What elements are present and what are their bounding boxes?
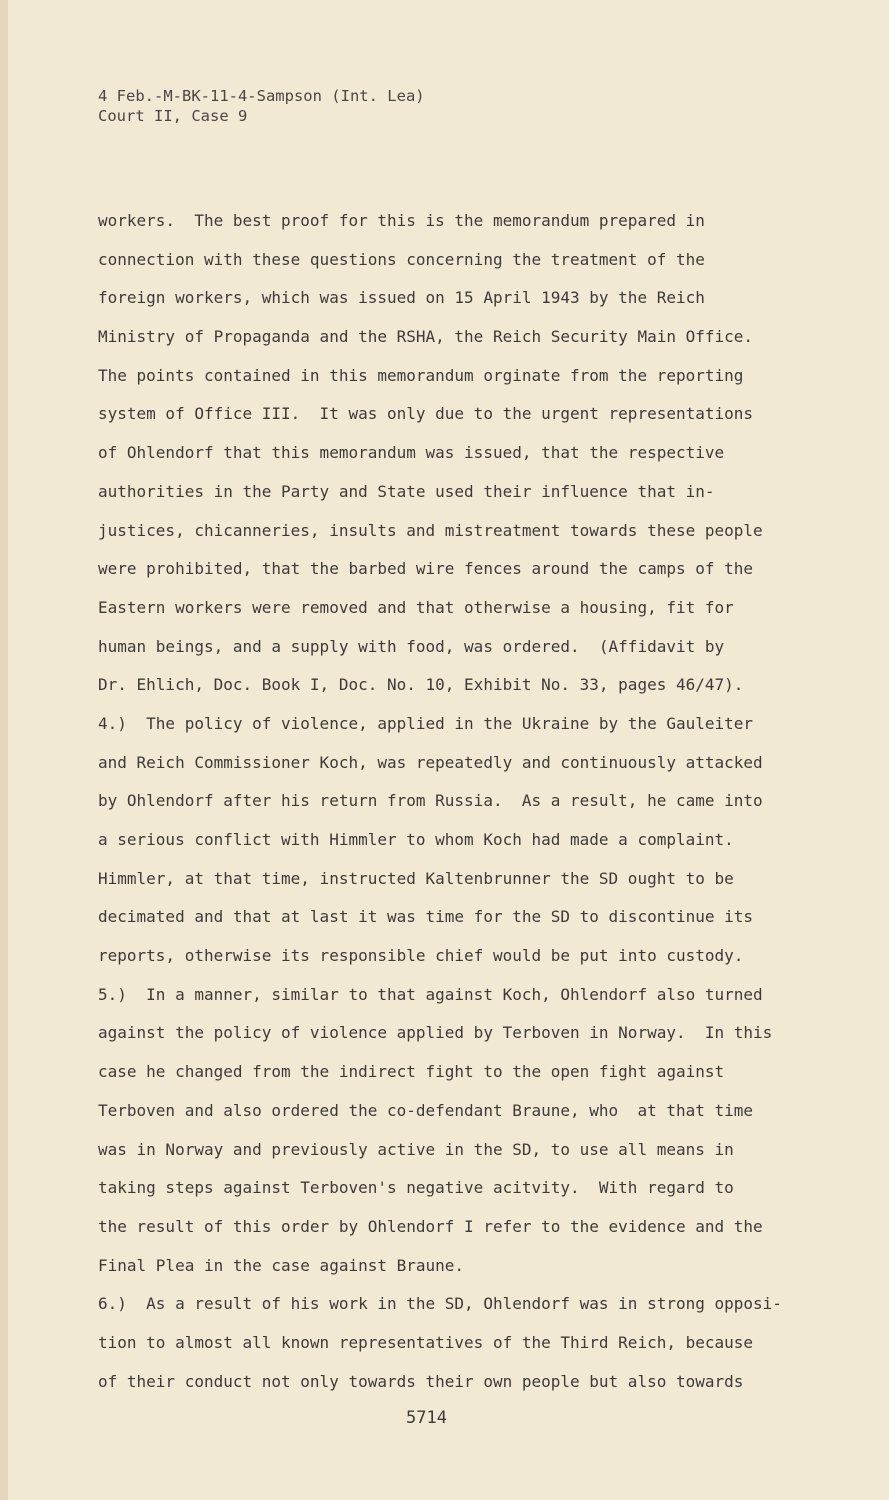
text-line: human beings, and a supply with food, was ordered. (Affidavit by	[98, 636, 725, 656]
text-line: Dr. Ehlich, Doc. Book I, Doc. No. 10, Exhibit No. 33, pages 46/47).	[98, 675, 744, 695]
text-line: connection with these questions concerning the treatment of the	[98, 249, 705, 269]
text-line: authorities in the Party and State used their influence that in-	[98, 481, 715, 501]
text-line: and Reich Commissioner Koch, was repeatedly and continuously attacked	[98, 752, 763, 772]
text-line: were prohibited, that the barbed wire fences around the camps of the	[98, 559, 754, 579]
text-line: decimated and that at last it was time for the SD to discontinue its	[98, 907, 754, 927]
text-line: justices, chicanneries, insults and mistreatment towards these people	[98, 520, 763, 540]
page-number: 5714	[406, 1408, 447, 1428]
header-line-2: Court II, Case 9	[98, 107, 248, 125]
text-line: Himmler, at that time, instructed Kaltenbrunner the SD ought to be	[98, 868, 734, 888]
text-line: of Ohlendorf that this memorandum was issued, that the respective	[98, 443, 725, 463]
text-line: 6.) As a result of his work in the SD, Ohlendorf was in strong opposi-	[98, 1294, 782, 1314]
text-line: Ministry of Propaganda and the RSHA, the Reich Security Main Office.	[98, 327, 754, 347]
text-line: workers. The best proof for this is the memorandum prepared in	[98, 211, 705, 230]
text-line: reports, otherwise its responsible chief would be put into custody.	[98, 946, 744, 966]
text-line: The points contained in this memorandum orginate from the reporting	[98, 365, 744, 385]
text-line: case he changed from the indirect fight to the open fight against	[98, 1062, 725, 1082]
body-text	[98, 202, 798, 1401]
header-line-1: 4 Feb.-M-BK-11-4-Sampson (Int. Lea)	[98, 87, 425, 105]
text-line: a serious conflict with Himmler to whom Koch had made a complaint.	[98, 830, 734, 849]
text-line: taking steps against Terboven's negative acitvity. With regard to	[98, 1178, 734, 1198]
text-line: by Ohlendorf after his return from Russia. As a result, he came into	[98, 791, 763, 811]
text-line: 5.) In a manner, similar to that against Koch, Ohlendorf also turned	[98, 984, 763, 1004]
text-line: was in Norway and previously active in the SD, to use all means in	[98, 1139, 734, 1159]
text-line: system of Office III. It was only due to the urgent representations	[98, 404, 754, 424]
text-line: tion to almost all known representatives of the Third Reich, because	[98, 1332, 754, 1352]
text-line: of their conduct not only towards their own people but also towards	[98, 1371, 744, 1391]
text-line: the result of this order by Ohlendorf I refer to the evidence and the	[98, 1216, 763, 1236]
text-line: Terboven and also ordered the co-defendant Braune, who at that time	[98, 1100, 754, 1120]
text-line: foreign workers, which was issued on 15 April 1943 by the Reich	[98, 288, 705, 308]
text-line: against the policy of violence applied by Terboven in Norway. In this	[98, 1023, 773, 1043]
document-header	[98, 86, 425, 126]
text-line: 4.) The policy of violence, applied in the Ukraine by the Gauleiter	[98, 713, 754, 733]
text-line: Eastern workers were removed and that otherwise a housing, fit for	[98, 597, 734, 617]
text-line: Final Plea in the case against Braune.	[98, 1255, 465, 1275]
